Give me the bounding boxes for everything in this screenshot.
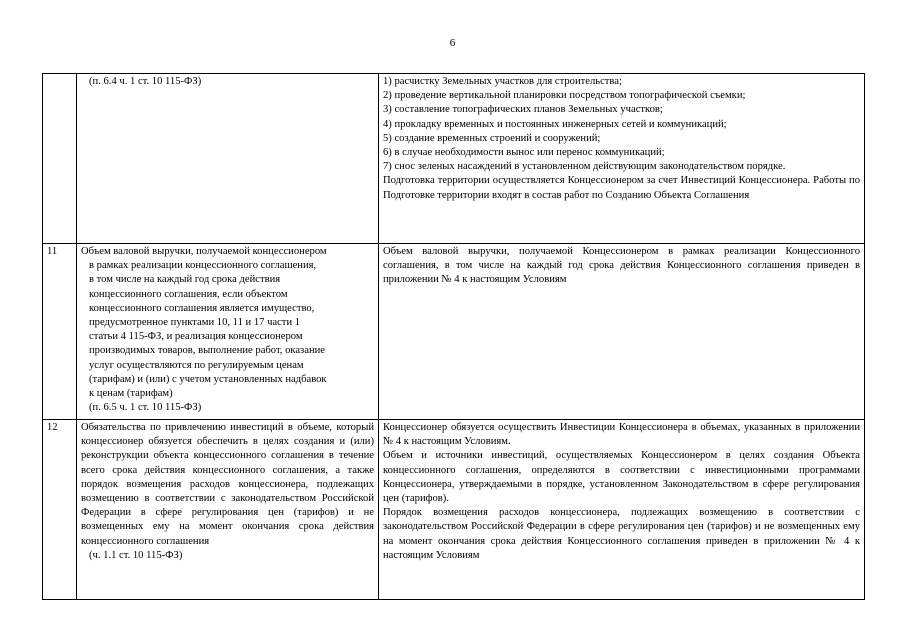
paragraph: Концессионер обязуется осуществить Инвестиции Концессионера в объемах, указанных в приложении № 4 к настоящим Условиям. bbox=[383, 422, 860, 448]
paragraph: Объем валовой выручки, получаемой Концессионером в рамках реализации Концессионного соглашения, в том числе на каждый год срока действия Концессионного соглашения приведен в приложении № 4 к настоящим Условиям bbox=[383, 246, 860, 286]
row-number: 11 bbox=[43, 244, 77, 420]
list-item: 1) расчистку Земельных участков для строительства; bbox=[383, 76, 622, 87]
legal-reference: (п. 6.4 ч. 1 ст. 10 115-ФЗ) bbox=[89, 76, 202, 87]
text-line: концессионного соглашения является имущество, bbox=[89, 302, 315, 314]
text-line: в рамках реализации концессионного соглашения, bbox=[89, 260, 317, 272]
row-condition bbox=[379, 244, 865, 420]
list-item: 6) в случае необходимости вынос или перенос коммуникаций; bbox=[383, 147, 665, 159]
text-line: услуг осуществляются по регулируемым ценам bbox=[89, 359, 304, 371]
legal-reference: (п. 6.5 ч. 1 ст. 10 115-ФЗ) bbox=[89, 402, 202, 414]
row-condition bbox=[379, 420, 865, 600]
paragraph: Порядок возмещения расходов концессионера, подлежащих возмещению в соответствии с законодательством Российской Федерации в сфере регулирования цен (тарифов) и не возмещенных ему на момент окончания срока действия Концессионного соглашения приведен в приложении № 4 к настоящим Условиям bbox=[383, 507, 860, 561]
row-description bbox=[77, 420, 379, 600]
table-row bbox=[43, 420, 865, 600]
text-line: (тарифам) и (или) с учетом установленных надбавок bbox=[89, 373, 327, 385]
paragraph: Обязательства по привлечению инвестиций в объеме, который концессионер обязуется обеспечить в целях создания и (или) реконструкции объекта концессионного соглашения в течение всего срока действия концессионного соглашения, а также порядок возмещения расходов концессионера, подлежащих возмещению в соответствии с законодательством Российской Федерации в сфере регулирования цен (тарифов) и не возмещенных ему на момент окончания срока действия концессионного соглашения bbox=[81, 422, 374, 547]
text-line: к ценам (тарифам) bbox=[89, 388, 173, 400]
list-item: 4) прокладку временных и постоянных инженерных сетей и коммуникаций; bbox=[383, 118, 727, 130]
list-item: 7) снос зеленых насаждений в установленном действующим законодательством порядке. bbox=[383, 161, 786, 173]
table-row bbox=[43, 244, 865, 420]
list-item: 2) проведение вертикальной планировки посредством топографической съемки; bbox=[383, 90, 746, 102]
text-line: статьи 4 115-ФЗ, и реализация концессионером bbox=[89, 331, 303, 343]
row-number: 12 bbox=[43, 420, 77, 600]
text-line: предусмотренное пунктами 10, 11 и 17 части 1 bbox=[89, 317, 301, 329]
text-line: Объем валовой выручки, получаемой концессионером bbox=[81, 246, 327, 257]
text-line: концессионного соглашения, если объектом bbox=[89, 288, 288, 300]
text-line: в том числе на каждый год срока действия bbox=[89, 274, 281, 286]
row-description bbox=[77, 74, 379, 244]
table-row bbox=[43, 74, 865, 244]
paragraph: Подготовка территории осуществляется Концессионером за счет Инвестиций Концессионера. Работы по Подготовке территории входят в состав работ по Созданию Объекта Соглашения bbox=[383, 175, 860, 201]
list-item: 3) составление топографических планов Земельных участков; bbox=[383, 104, 663, 116]
page-number: 6 bbox=[449, 37, 456, 49]
text-line: производимых товаров, выполнение работ, оказание bbox=[89, 345, 325, 357]
row-condition bbox=[379, 74, 865, 244]
paragraph: Объем и источники инвестиций, осуществляемых Концессионером в целях создания Объекта концессионного соглашения, определяются в соответствии с инвестиционными программами Концессионера, утверждаемыми в порядке, установленном Законодательством в сфере регулирования цен (тарифов). bbox=[383, 450, 860, 505]
list-item: 5) создание временных строений и сооружений; bbox=[383, 132, 601, 144]
row-description bbox=[77, 244, 379, 420]
legal-reference: (ч. 1.1 ст. 10 115-ФЗ) bbox=[89, 549, 183, 561]
row-number bbox=[43, 74, 77, 244]
conditions-table bbox=[42, 73, 865, 600]
